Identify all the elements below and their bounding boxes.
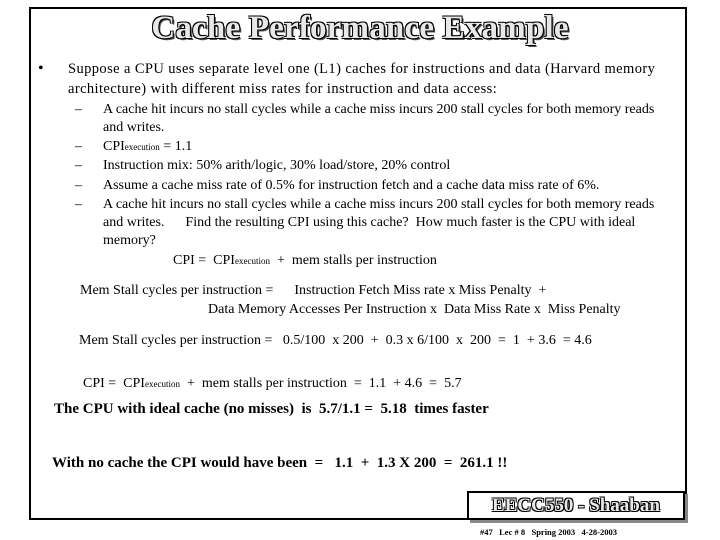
cpi-calc: CPI = CPIexecution + mem stalls per instruction = 1.1 + 4.6 = 5.7 bbox=[83, 376, 462, 391]
dash-icon: – bbox=[75, 158, 82, 173]
footer-brand: EECC550 - Shaaban bbox=[492, 495, 660, 516]
item-text: and writes. Find the resulting CPI using this cache? How much faster is the CPU with ideal bbox=[103, 215, 636, 230]
subscript: execution bbox=[144, 379, 180, 389]
mem-stall-line2: Data Memory Accesses Per Instruction x Data Miss Rate x Miss Penalty bbox=[208, 302, 621, 317]
dash-icon: – bbox=[75, 139, 82, 154]
item-text: Assume a cache miss rate of 0.5% for instruction fetch and a cache data miss rate of 6%. bbox=[103, 178, 600, 193]
result-ideal-cache: The CPU with ideal cache (no misses) is 5.7/1.1 = 5.18 times faster bbox=[54, 401, 489, 417]
item-text: = 1.1 bbox=[159, 139, 193, 154]
mem-stall-line1: Mem Stall cycles per instruction = Instruction Fetch Miss rate x Miss Penalty + bbox=[80, 283, 547, 298]
dash-icon: – bbox=[75, 102, 82, 117]
cpi-formula: CPI = CPIexecution + mem stalls per instruction bbox=[173, 253, 437, 268]
dash-icon: – bbox=[75, 197, 82, 212]
slide-title: Cache Performance Example bbox=[151, 10, 569, 46]
footer-brand-box bbox=[467, 491, 685, 520]
item-text: A cache hit incurs no stall cycles while a cache miss incurs 200 stall cycles for both memory reads bbox=[103, 197, 655, 212]
mem-stall-calc: Mem Stall cycles per instruction = 0.5/100 x 200 + 0.3 x 6/100 x 200 = 1 + 3.6 = 4.6 bbox=[79, 333, 592, 348]
subscript: execution bbox=[124, 142, 160, 152]
intro-paragraph: Suppose a CPU uses separate level one (L1) caches for instructions and data (Harvard memory architecture) with different miss rates for instruction and data access: bbox=[68, 61, 656, 97]
item-text: and writes. bbox=[103, 120, 165, 135]
slide-footnote: #47 Lec # 8 Spring 2003 4-28-2003 bbox=[480, 527, 617, 537]
subscript: execution bbox=[234, 256, 270, 266]
item-text: A cache hit incurs no stall cycles while a cache miss incurs 200 stall cycles for both memory reads bbox=[103, 102, 655, 117]
item-text: memory? bbox=[103, 233, 156, 248]
dash-icon: – bbox=[75, 178, 82, 193]
item-text: Instruction mix: 50% arith/logic, 30% load/store, 20% control bbox=[103, 158, 451, 173]
bullet-icon: • bbox=[38, 60, 44, 77]
result-no-cache: With no cache the CPI would have been = 1.1 + 1.3 X 200 = 261.1 !! bbox=[52, 455, 508, 471]
item-text: CPI bbox=[103, 139, 125, 154]
